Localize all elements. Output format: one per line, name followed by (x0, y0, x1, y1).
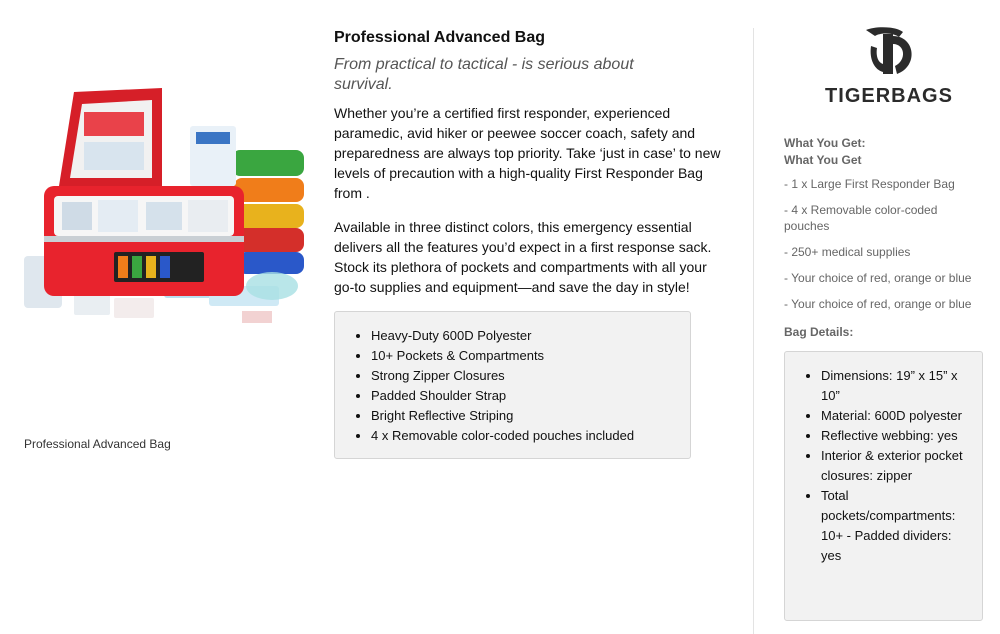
feature-item: • Strong Zipper Closures (371, 366, 690, 386)
detail-item: • Reflective webbing: yes (821, 426, 974, 446)
list-item: - 250+ medical supplies (784, 245, 911, 259)
description-paragraph: Whether you’re a certified first responder, experienced paramedic, avid hiker or peewee soccer coach, safety and preparedness are always top priority. Take ‘just in case’ to new levels of precaution with a high-quality First Responder Bag from . (334, 105, 721, 201)
product-title: Professional Advanced Bag (334, 29, 546, 46)
product-image-column (0, 0, 325, 634)
what-you-get-subheading: What You Get (784, 153, 862, 167)
list-item: - 1 x Large First Responder Bag (784, 177, 955, 191)
tigerbags-logo (819, 24, 959, 106)
feature-item: • Heavy-Duty 600D Polyester (371, 326, 690, 346)
column-divider (753, 28, 754, 634)
description-paragraph: Available in three distinct colors, this emergency essential delivers all the features you’d expect in a first response sack. Stock its plethora of pockets and compartments with all your go-to supplies and equipment—and save the day in style! (334, 219, 712, 295)
detail-item: • Total pockets/compartments: 10+ - Padded dividers: yes (821, 486, 974, 566)
detail-item: • Dimensions: 19” x 15” x 10” (821, 366, 974, 406)
list-item: - 4 x Removable color-coded pouches (784, 203, 938, 233)
product-tagline: From practical to tactical - is serious about survival. (334, 56, 634, 93)
brand-name: TIGERBAGS (825, 85, 953, 106)
bag-details-heading: Bag Details: (784, 325, 854, 339)
bag-details-box (784, 351, 983, 621)
features-list (335, 312, 690, 446)
detail-item: • Material: 600D polyester (821, 406, 974, 426)
detail-item: • Interior & exterior pocket closures: zipper (821, 446, 974, 486)
red-responder-bag (44, 88, 244, 296)
feature-item: • Padded Shoulder Strap (371, 386, 690, 406)
feature-item: • 10+ Pockets & Compartments (371, 346, 690, 366)
what-you-get-heading: What You Get: (784, 136, 866, 150)
bag-details-list (785, 352, 982, 566)
feature-item: • Bright Reflective Striping (371, 406, 690, 426)
list-item: - Your choice of red, orange or blue (784, 297, 972, 311)
first-aid-bag-photo (14, 86, 314, 348)
features-box (334, 311, 691, 459)
image-caption: Professional Advanced Bag (24, 437, 171, 451)
what-you-get-list (784, 176, 984, 322)
feature-item: • 4 x Removable color-coded pouches included (371, 426, 690, 446)
list-item: - Your choice of red, orange or blue (784, 271, 972, 285)
